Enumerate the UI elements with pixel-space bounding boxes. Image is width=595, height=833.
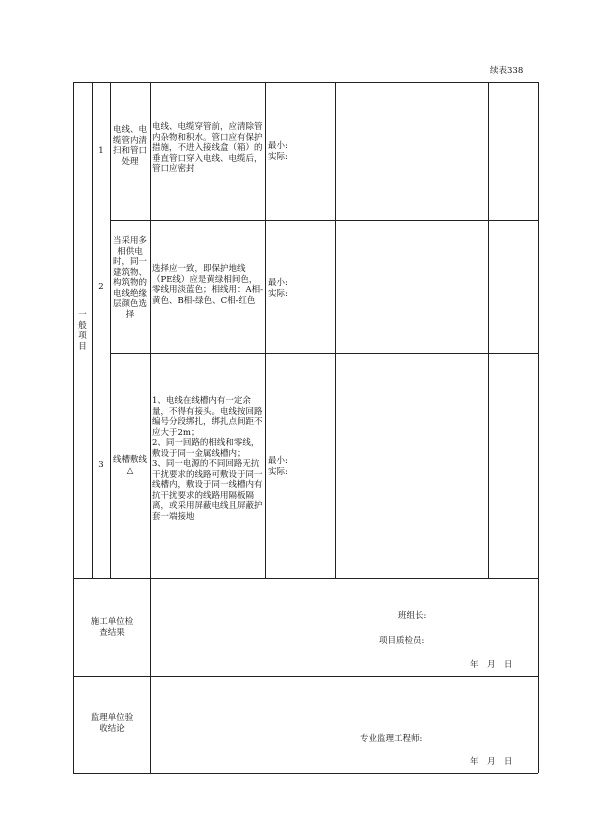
min-label: 最小: bbox=[268, 141, 288, 151]
construction-label: 施工单位检查结果 bbox=[90, 617, 134, 638]
actual-label: 实际: bbox=[268, 467, 288, 477]
item-requirement: 选择应一致，即保护地线（PE线）应是黄绿相间色，零线用淡蓝色；相线用：A相-黄色、B相-绿色、C相-红色 bbox=[152, 264, 264, 306]
min-label: 最小: bbox=[268, 456, 288, 466]
continuation-label: 续表338 bbox=[490, 66, 524, 76]
min-label: 最小: bbox=[268, 278, 288, 288]
item-number: 2 bbox=[98, 282, 104, 292]
item-name: 电线、电缆管内清扫和管口处理 bbox=[113, 125, 148, 167]
actual-label: 实际: bbox=[268, 289, 288, 299]
item-name: 线槽敷线△ bbox=[113, 455, 148, 476]
item-name: 当采用多相供电时，同一建筑物、构筑物的电线绝缘层颜色选择 bbox=[113, 236, 148, 320]
engineer-label: 专业监理工程师: bbox=[360, 734, 423, 744]
inspector-label: 项目质检员: bbox=[379, 636, 425, 646]
item-number: 3 bbox=[98, 460, 104, 470]
date-label: 年 月 日 bbox=[470, 757, 513, 767]
category-label: 一般项目 bbox=[78, 310, 87, 352]
supervision-label: 监理单位验收结论 bbox=[90, 713, 134, 734]
leader-label: 班组长: bbox=[398, 611, 427, 621]
item-requirement: 电线、电缆穿管前，应清除管内杂物和积水。管口应有保护措施，不进入接线盒（箱）的垂直管口穿入电线、电缆后，管口应密封 bbox=[152, 122, 263, 174]
item-number: 1 bbox=[98, 146, 104, 156]
item-requirement: 1、电线在线槽内有一定余量，不得有接头。电线按回路编号分段绑扎，绑扎点间距不应大于2m； 2、同一回路的相线和零线，敷设于同一金属线槽内； 3、同一电源的不同回路无抗干扰要求的线路可敷设于同一线槽内，敷设于同一线槽内有抗干扰要求的线路用隔板隔离，或采用屏蔽电线且屏蔽护套一端接地 bbox=[152, 396, 263, 522]
date-label: 年 月 日 bbox=[470, 660, 513, 670]
actual-label: 实际: bbox=[268, 152, 288, 162]
